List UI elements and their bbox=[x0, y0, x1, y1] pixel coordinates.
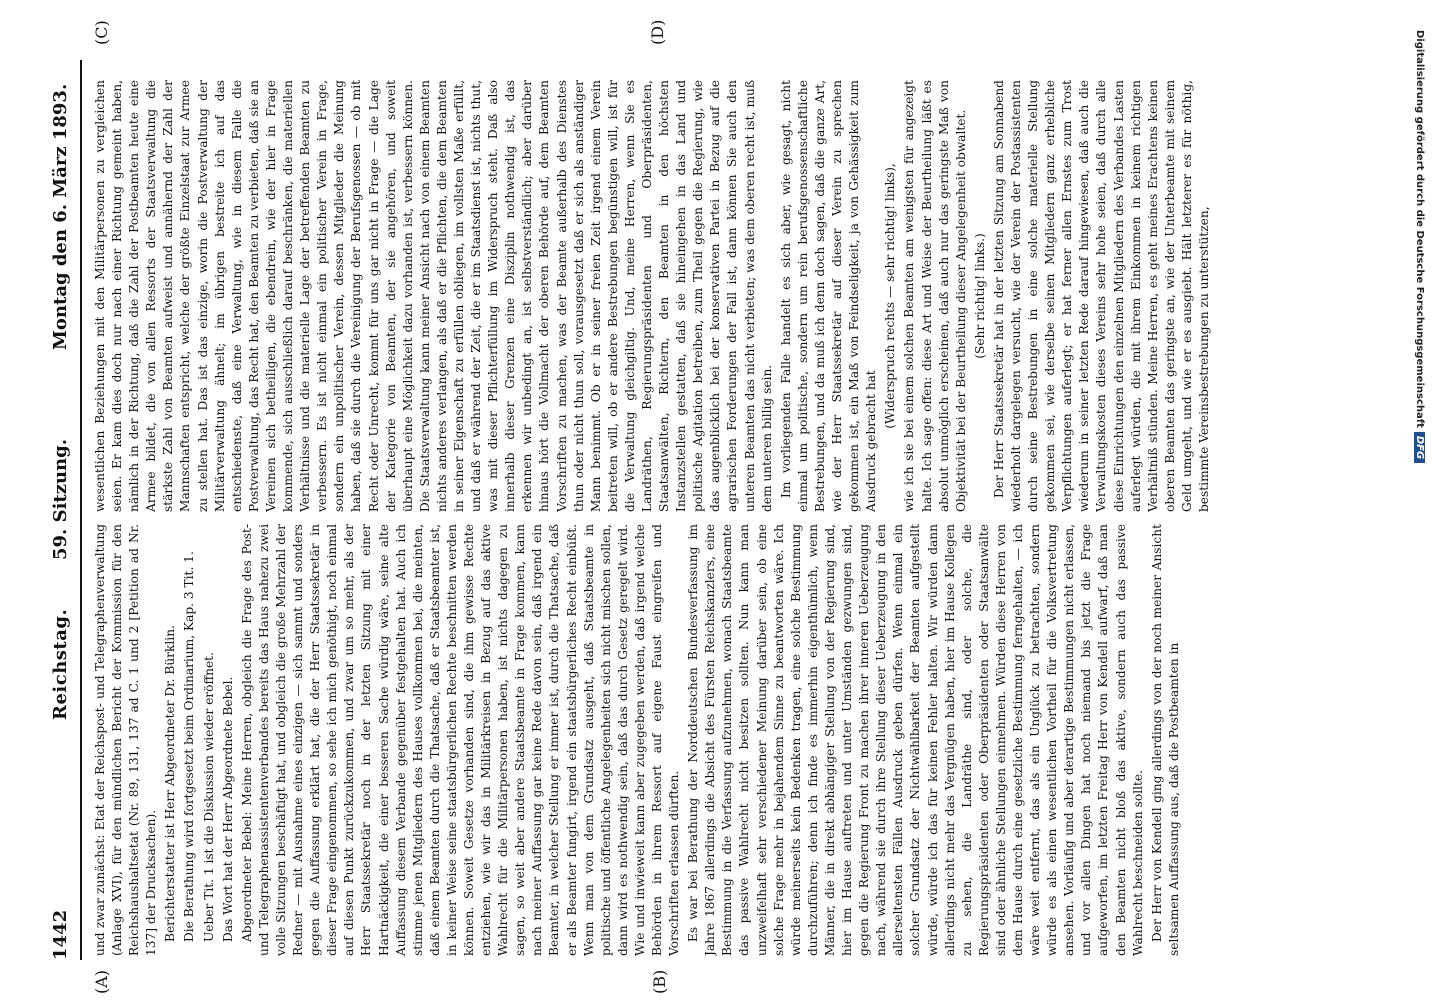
page-header bbox=[46, 60, 82, 960]
paragraph: Es war bei Berathung der Norddeutschen Bundesverfassung im Jahre 1867 allerdings die Absicht des Fürsten Reichskanzlers, eine Bestimmung in die Verfassung aufzunehmen, wonach Staatsbeamte das passive Wahlrecht nicht besitzen sollten. Nun kann man unzweifelhaft sehr verschiedener Meinung darüber sein, ob eine solche Frage mehr in bejahendem Sinne zu beantworten wäre. Ich würde meinerseits kein Bedenken tragen, eine solche Bestimmung durchzuführen; denn ich finde es immerhin eigenthümlich, wenn Männer, die in direkt abhängiger Stellung von der Regierung sind, hier im Hause auftreten und unter Umständen gezwungen sind, gegen die Regierung Front zu machen ihrer inneren Ueberzeugung nach, während sie durch ihre Stellung dieser Ueberzeugung in den allerseltensten Fällen Ausdruck geben dürfen. Wenn einmal ein solcher Grundsatz der Nichtwählbarkeit der Beamten aufgestellt würde, würde ich das für keinen Fehler halten. Wir würden dann allerdings nicht mehr das Vergnügen haben, hier im Hause Kollegen zu sehen, die Landräthe sind, oder solche, die Regierungspräsidenten oder Oberpräsidenten oder Staatsanwälte sind oder ähnliche Stellungen einnehmen. Würden diese Herren von dem Hause durch eine gesetzliche Bestimmung ferngehalten, — ich wäre weit entfernt, das als ein Unglück zu betrachten, sondern würde es als einen wesentlichen Vortheil für die Volksvertretung ansehen. Vorläufig und aber derartige Bestimmungen nicht erlassen, und vor allen Dingen hat noch niemand bis jetzt die Frage aufgeworfen, im letzten Freitag Herr von Kendell aufwarf, daß man den Beamten nicht bloß das aktive, sondern auch das passive Wahlrecht beschneiden sollte. bbox=[686, 524, 1145, 956]
paragraph: Ueber Tit. 1 ist die Diskussion wieder eröffnet. bbox=[201, 652, 216, 942]
paragraph: Das Wort hat der Herr Abgeordnete Bebel. bbox=[220, 676, 235, 942]
page-number: 1442 bbox=[50, 909, 71, 960]
publication-title: Reichstag. bbox=[50, 608, 71, 720]
paragraph: Berichterstatter ist Herr Abgeordneter Dr. Bürklin. bbox=[163, 625, 178, 942]
digitization-credit bbox=[1405, 30, 1429, 970]
margin-mark-d: (D) bbox=[648, 19, 667, 45]
session-label: 59. Sitzung. bbox=[50, 439, 71, 560]
paragraph: Die Berathung wird fortgesetzt beim Ordinarium, Kap. 3 Tit. 1. bbox=[182, 551, 197, 942]
paragraph: wesentlichen Beziehungen mit den Militärpersonen zu vergleichen seien. Er kam dies doch nur nach einer Richtung gemeint haben, nämlich in der Richtung, daß die Zahl der Postbeamten heute eine Armee bildet, die von allen Ressorts der Staatsverwaltung die stärkste Zahl von Beamten aufweist und annähernd der Zahl der Mannschaften entspricht, welche der größte Einzelstaat zur Armee zu stellen hat. Das ist das einzige, worin die Postverwaltung der Militärverwaltung ähnelt; im übrigen bestreite ich auf das entschiedenste, daß eine Verwaltung, wie in diesem Falle die Postverwaltung, das Recht hat, den Beamten zu verbieten, daß sie an Vereinen sich betheiligen, die ebendrein, wie der hier in Frage kommende, sich ausschließlich darauf beschränken, die materiellen Verhältnisse und die materielle Lage der betreffenden Beamten zu verbessern. Es ist nicht einmal ein politischer Verein in Frage, sondern ein unpolitischer Verein, dessen Mitglieder die Meinung haben, daß sie durch die Vereinigung der Berufsgenossen — ob mit Recht oder Unrecht, kommt für uns gar nicht in Frage — die Lage der Kategorie von Beamten, der sie angehören, und soweit überhaupt eine Möglichkeit dazu vorhanden ist, verbessern können. Die Staatsverwaltung kann meiner Ansicht nach von einem Beamten nichts anderes verlangen, als daß er die Pflichten, die dem Beamten in seiner Eigenschaft zu erfüllen obliegen, im vollsten Maße erfüllt, und daß er während der Zeit, die er im Staatsdienst ist, nichts thut, was mit dieser Pflichterfüllung im Widerspruch steht. Daß also innerhalb dieser Grenzen eine Disziplin nothwendig ist, das erkennen wir unbedingt an, ist selbstverständlich; aber darüber hinaus hört die Vollmacht der oberen Behörde auf, dem Beamten Vorschriften zu machen, was der Beamte außerhalb des Dienstes thun oder nicht thun soll, vorausgesetzt daß er sich als anständiger Mann benimmt. Ob er in seiner freien Zeit irgend einem Verein beitreten will, ob er andere Bestrebungen begünstigen will, ist für die Verwaltung gleichgiltig. Und, meine Herren, wenn Sie es Landräthen, Regierungspräsidenten und Oberpräsidenten, Staatsanwälten, Richtern, den Beamten in den höchsten Instanzstellen gestatten, daß sie hineingehen in das Land und politische Agitation betreiben, zum Theil gegen die Regierung, wie das augenblicklich bei der konservativen Partei in Bezug auf die agrarischen Forderungen der Fall ist, dann können Sie auch den unteren Beamten das nicht verbieten; was dem oberen recht ist, muß dem unteren billig sein. bbox=[93, 80, 774, 512]
paragraph: Der Herr von Kendell ging allerdings von der noch meiner Ansicht seltsamen Auffassung aus, daß die Postbeamten in bbox=[1149, 524, 1181, 956]
interjection: (Sehr richtig! links.) bbox=[972, 233, 987, 359]
left-text-column bbox=[92, 524, 1352, 956]
session-date: Montag den 6. März 1893. bbox=[50, 83, 71, 350]
margin-mark-a: (A) bbox=[92, 969, 111, 994]
paragraph: wie ich sie bei einem solchen Beamten am wenigsten für angezeigt halte. Ich sage offen: diese Art und Weise der Beurtheilung läßt es absolut unmöglich erscheinen, daß auch nur das geringste Maß von Objektivität bei der Beurtheilung dieser Angelegenheit obwaltet. bbox=[902, 80, 968, 512]
paragraph: Im vorliegenden Falle handelt es sich aber, wie gesagt, nicht einmal um politische, sondern um rein berufsgenossenschaftliche Bestrebungen, und da muß ich denn doch sagen, daß die ganze Art, wie der Herr Staatssekretär auf dieser Verein zu sprechen gekommen ist, ein Maß von Feindseligkeit, ja von Gehässigkeit zum Ausdruck gebracht hat bbox=[778, 80, 879, 512]
paragraph: Der Herr Staatssekretär hat in der letzten Sitzung am Sonnabend wiederholt dargelegen versucht, wie der Verein der Postassistenten durch seine Bestrebungen in eine solche materielle Stellung gekommen sei, wie derselbe seinen Mitgliedern ganz erhebliche Verpflichtungen auferlegt; er hat ferner allen Ernstes zum Trost wiederum in seiner letzten Rede darauf hingewiesen, daß auch die Verwaltungskosten dieses Vereins sehr hohe seien, daß durch alle diese Einrichtungen den einzelnen Mitgliedern des Verbandes Lasten auferlegt würden, die mit ihrem Einkommen in keinem richtigen Verhältniß stünden. Meine Herren, es geht meines Erachtens keinen oberen Beamten das geringste an, wie der Unterbeamte mit seinem Geld umgeht, und wie er es ausgiebt. Hält letzterer es für nöthig, bestimmte Vereinsbestrebungen zu unterstützen, bbox=[991, 80, 1211, 512]
margin-mark-b: (B) bbox=[650, 969, 669, 994]
paragraph: und zwar zunächst: Etat der Reichspost- und Telegraphenverwaltung (Anlage XVI), für den mündlichen Bericht der Kommission für den Reichshaushaltsetat (Nr. 89, 131, 137 ad C. 1 und 2 [Petition ad Nr. 137] der Drucksachen). bbox=[93, 524, 159, 956]
margin-mark-c: (C) bbox=[92, 20, 111, 45]
dfg-logo: DFG bbox=[1414, 432, 1425, 463]
paragraph: Abgeordneter Bebel: Meine Herren, obgleich die Frage des Post- und Telegraphenassistentenverbandes bereits das Haus nahezu zwei volle Sitzungen beschäftigt hat, und obgleich die große Mehrzahl der Redner — mit Ausnahme eines einzigen — sich sammt und sonders gegen die Auffassung erklärt hat, die der Herr Staatssekretär in dieser Frage eingenommen, so sehe ich mich genöthigt, noch einmal auf diesen Punkt zurückzukommen, und zwar um so mehr, als der Herr Staatssekretär noch in der letzten Sitzung mit einer Hartnäckigkeit, die einer besseren Sache würdig wäre, seine alte Auffassung diesem Verbande gegenüber festgehalten hat. Auch ich stimme jenen Mitgliedern des Hauses vollkommen bei, die meinten, daß einem Beamten durch die Thatsache, daß er Staatsbeamter ist, in keiner Weise seine staatsbürgerlichen Rechte beschnitten werden können. Soweit Gesetze vorhanden sind, die ihm gewisse Rechte entziehen, wie wir das in Militärkreisen in Bezug auf das aktive Wahlrecht für die Militärpersonen haben, ist nichts dagegen zu sagen, so weit aber andere Staatsbeamte in Frage kommen, kann nach meiner Auffassung gar keine Rede davon sein, daß irgend ein Beamter, in welcher Stellung er immer ist, durch die Thatsache, daß er als Beamter fungirt, irgend ein staatsbürgerliches Recht einbüßt. Wenn man von dem Grundsatz ausgeht, daß Staatsbeamte in politische und öffentliche Angelegenheiten sich nicht mischen sollen, dann wird es nothwendig sein, daß das durch Gesetz geregelt wird. Wie und inwieweit kann aber zugegeben werden, daß irgend welche Behörden in ihrem Ressort auf eigene Faust eingreifen und Vorschriften erlassen dürften. bbox=[239, 524, 682, 956]
interjection: (Widerspruch rechts — sehr richtig! links), bbox=[883, 163, 898, 429]
right-text-column bbox=[92, 80, 1352, 512]
credit-text: Digitalisierung gefördert durch die Deutsche Forschungsgemeinschaft bbox=[1414, 30, 1425, 428]
